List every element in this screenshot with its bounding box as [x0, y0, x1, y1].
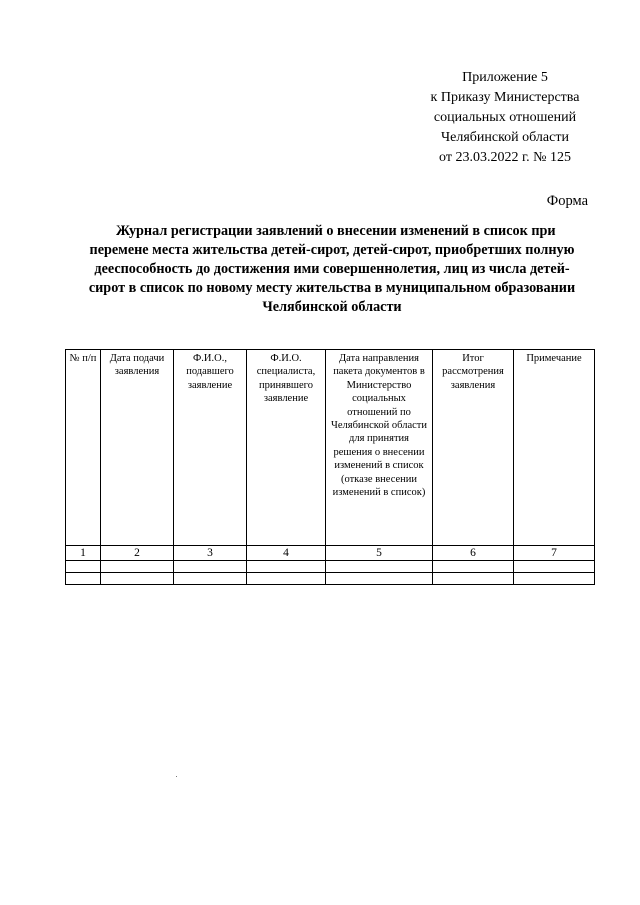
- column-number-cell: 4: [247, 546, 326, 561]
- empty-cell: [326, 561, 433, 573]
- title-line: перемене места жительства детей-сирот, детей-сирот, приобретших полную: [89, 242, 575, 258]
- appendix-line: социальных отношений: [433, 110, 577, 125]
- form-label: Форма: [546, 193, 588, 209]
- title-line: Журнал регистрации заявлений о внесении изменений в список при: [116, 223, 556, 239]
- header-cell-note: Примечание: [514, 350, 595, 546]
- empty-cell: [101, 561, 174, 573]
- column-number-cell: 2: [101, 546, 174, 561]
- appendix-line: от 23.03.2022 г. № 125: [439, 150, 571, 165]
- column-number-cell: 5: [326, 546, 433, 561]
- table-row: [66, 573, 595, 585]
- header-cell-specialist-name: Ф.И.О. специалиста, принявшего заявление: [247, 350, 326, 546]
- table-number-row: [66, 546, 595, 561]
- empty-cell: [326, 573, 433, 585]
- empty-cell: [101, 573, 174, 585]
- header-cell-submission-date: Дата подачи заявления: [101, 350, 174, 546]
- empty-cell: [433, 573, 514, 585]
- title-line: сирот в список по новому месту жительства в муниципальном образовании: [88, 280, 576, 296]
- header-cell-package-sent-date: Дата направления пакета документов в Министерство социальных отношений по Челябинской области для принятия решения о внесении изменений в список (отказе внесении изменений в список): [326, 350, 433, 546]
- header-cell-applicant-name: Ф.И.О., подавшего заявление: [174, 350, 247, 546]
- column-number-cell: 3: [174, 546, 247, 561]
- appendix-line: Челябинской области: [441, 130, 569, 145]
- column-number-cell: 7: [514, 546, 595, 561]
- table-row: [66, 561, 595, 573]
- column-number-cell: 6: [433, 546, 514, 561]
- empty-cell: [66, 573, 101, 585]
- empty-cell: [433, 561, 514, 573]
- empty-cell: [174, 561, 247, 573]
- empty-cell: [247, 561, 326, 573]
- header-cell-result: Итог рассмотрения заявления: [433, 350, 514, 546]
- title-line: Челябинской области: [262, 299, 402, 315]
- empty-cell: [66, 561, 101, 573]
- registration-journal-table: [65, 349, 595, 585]
- title-line: дееспособность до достижения ими совершеннолетия, лиц из числа детей-: [94, 261, 570, 277]
- appendix-line: к Приказу Министерства: [430, 90, 580, 105]
- empty-cell: [514, 573, 595, 585]
- column-number-cell: 1: [66, 546, 101, 561]
- empty-cell: [174, 573, 247, 585]
- table-header-row: [66, 350, 595, 546]
- scan-speck: [176, 776, 177, 777]
- appendix-line: Приложение 5: [462, 70, 548, 85]
- empty-cell: [247, 573, 326, 585]
- header-cell-number: № п/п: [66, 350, 101, 546]
- document-title: [62, 222, 602, 317]
- empty-cell: [514, 561, 595, 573]
- appendix-block: [400, 68, 610, 168]
